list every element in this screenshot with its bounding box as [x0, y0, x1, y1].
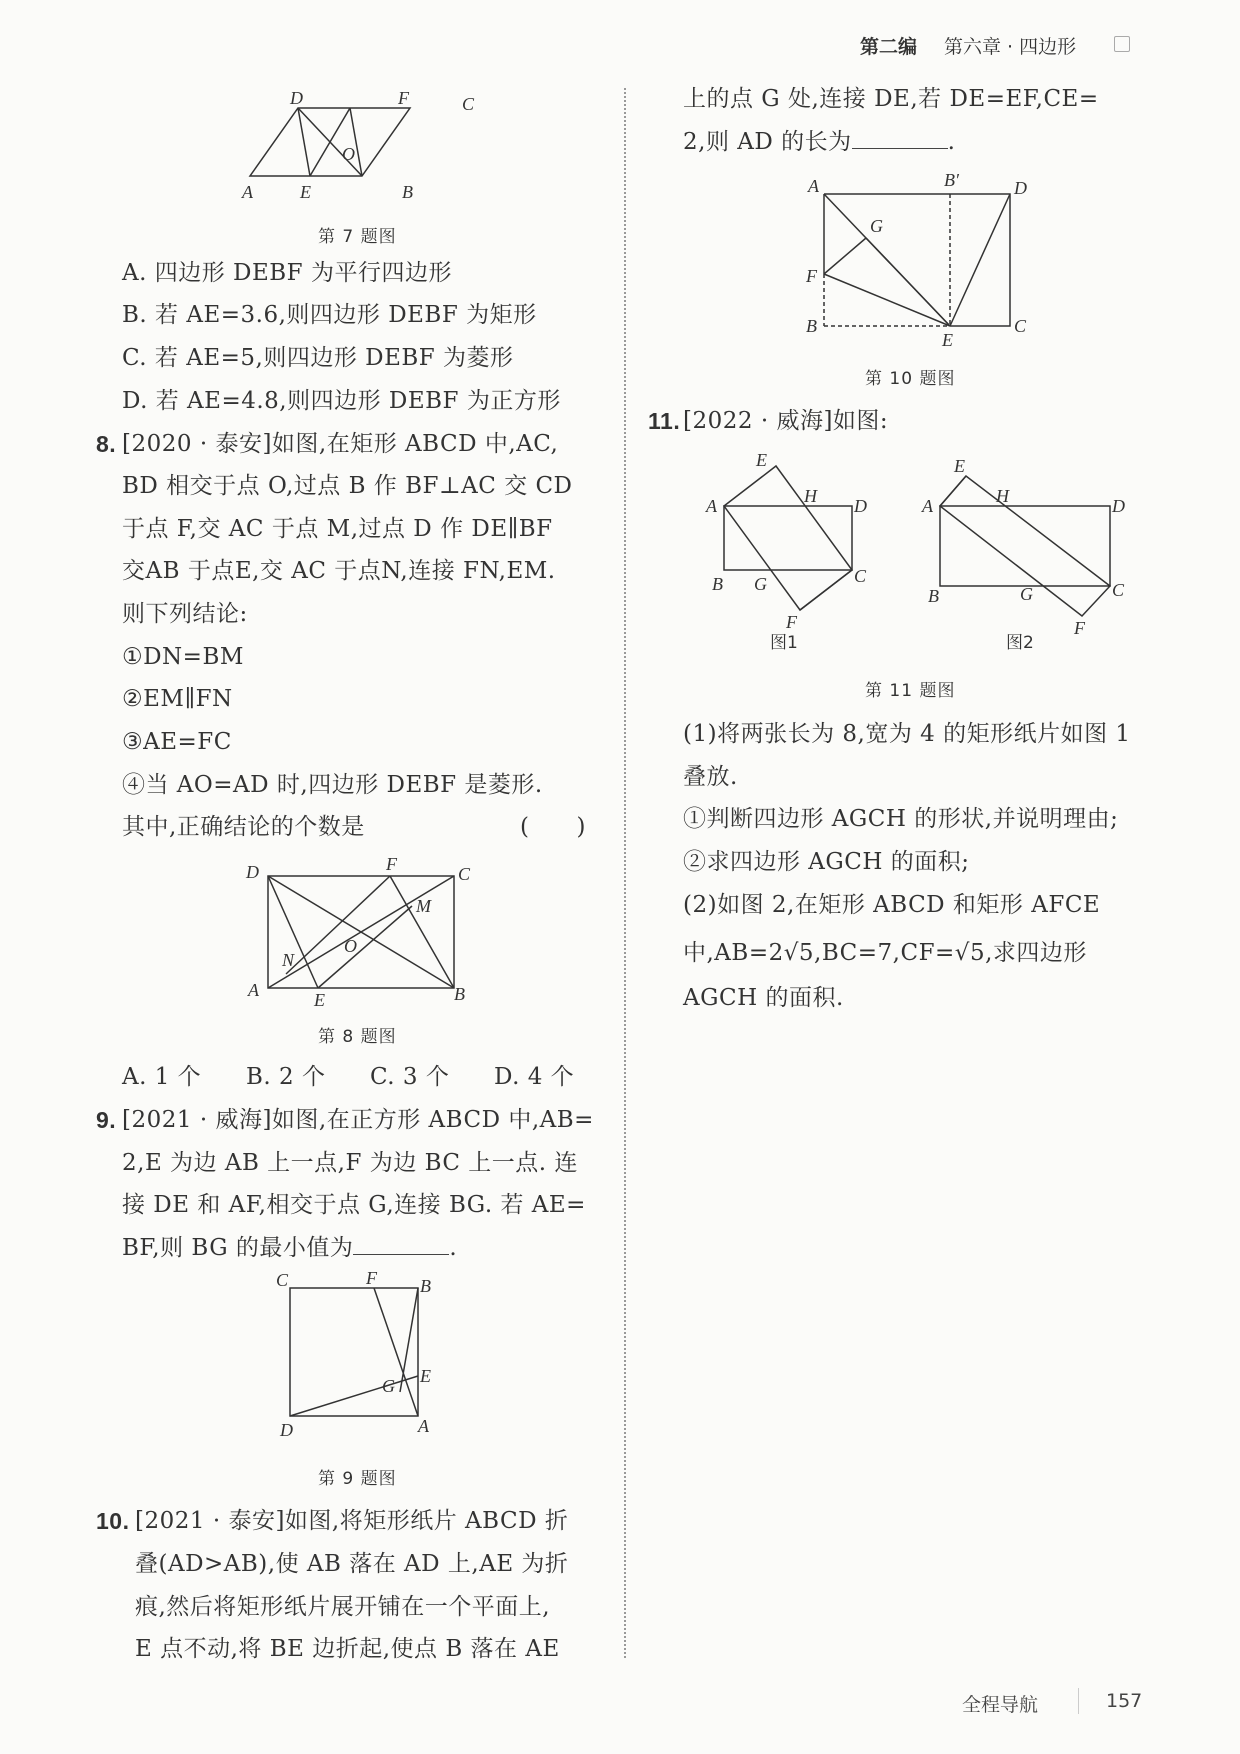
q8-line-3: 于点 F,交 AC 于点 M,过点 D 作 DE∥BF	[122, 516, 553, 542]
q11-f2-label-c: C	[1112, 580, 1125, 600]
q8-label-e: E	[314, 990, 325, 1010]
q11-line-7: AGCH 的面积.	[683, 985, 844, 1011]
q11-f1-label-b: B	[712, 574, 723, 594]
q10-label-a: A	[808, 176, 819, 196]
q8-caption: 第 8 题图	[318, 1027, 397, 1047]
q11-f2-label-h: H	[996, 486, 1009, 506]
q7-label-d: D	[290, 88, 303, 108]
q11-f2-label-a: A	[922, 496, 933, 516]
q7-option-a: A. 四边形 DEBF 为平行四边形	[122, 260, 452, 286]
footer-brand: 全程导航	[962, 1694, 1039, 1716]
q10-number: 10.	[96, 1508, 130, 1534]
q11-line-6: 中,AB=2√5,BC=7,CF=√5,求四边形	[683, 940, 1087, 966]
q7-figure	[230, 86, 490, 206]
q9-line-2: 2,E 为边 AB 上一点,F 为边 BC 上一点. 连	[122, 1150, 578, 1176]
q8-option-c: C. 3 个	[370, 1064, 450, 1090]
q9-label-c: C	[276, 1270, 289, 1290]
q8-line-1: [2020 · 泰安]如图,在矩形 ABCD 中,AC,	[122, 431, 559, 457]
q11-f2-label-b: B	[928, 586, 939, 606]
q8-label-m: M	[416, 896, 431, 916]
q11-line-5: (2)如图 2,在矩形 ABCD 和矩形 AFCE	[683, 892, 1101, 918]
q11-f2-label-d: D	[1112, 496, 1125, 516]
footer-separator	[1078, 1688, 1079, 1714]
q8-line-6: ①DN=BM	[122, 644, 244, 670]
q10-line-2: 叠(AD>AB),使 AB 落在 AD 上,AE 为折	[135, 1551, 569, 1577]
q10-label-f: F	[806, 266, 817, 286]
q10-line-3: 痕,然后将矩形纸片展开铺在一个平面上,	[135, 1594, 551, 1620]
q9-line-1: [2021 · 威海]如图,在正方形 ABCD 中,AB=	[122, 1107, 594, 1133]
q8-line-9: ④当 AO=AD 时,四边形 DEBF 是菱形.	[122, 772, 543, 798]
q11-f1-label-e: E	[756, 450, 767, 470]
q10-line-end: .	[947, 129, 956, 155]
q10-label-bprime: B′	[944, 170, 959, 190]
q11-fig2-label: 图2	[1006, 633, 1034, 653]
q10-line-6-text: 2,则 AD 的长为	[683, 129, 852, 155]
q7-option-d: D. 若 AE=4.8,则四边形 DEBF 为正方形	[122, 388, 561, 414]
q8-option-d: D. 4 个	[494, 1064, 575, 1090]
q10-label-d: D	[1014, 178, 1027, 198]
q7-option-c: C. 若 AE=5,则四边形 DEBF 为菱形	[122, 345, 514, 371]
q11-f1-label-g: G	[754, 574, 767, 594]
q9-line-end: .	[449, 1235, 458, 1261]
q10-label-c: C	[1014, 316, 1027, 336]
q8-label-n: N	[282, 950, 295, 970]
q11-f1-label-h: H	[804, 486, 817, 506]
q9-label-e: E	[420, 1366, 431, 1386]
q11-line-1: (1)将两张长为 8,宽为 4 的矩形纸片如图 1	[683, 721, 1131, 747]
q11-intro: [2022 · 威海]如图:	[683, 408, 889, 434]
q11-fig1-label: 图1	[770, 633, 798, 653]
q9-answer-blank[interactable]	[353, 1228, 449, 1255]
q9-caption: 第 9 题图	[318, 1469, 397, 1489]
q10-label-b: B	[806, 316, 817, 336]
q8-label-d: D	[246, 862, 259, 882]
q8-label-a: A	[248, 980, 259, 1000]
q10-label-g: G	[870, 216, 883, 236]
q11-line-3: ①判断四边形 AGCH 的形状,并说明理由;	[683, 806, 1119, 832]
q11-figure	[700, 446, 1125, 653]
q11-f2-label-g: G	[1020, 584, 1033, 604]
q8-line-5: 则下列结论:	[122, 601, 248, 627]
q7-label-o: O	[342, 144, 355, 164]
q8-label-o: O	[344, 936, 357, 956]
q9-line-4	[122, 1227, 457, 1269]
header-section: 第二编	[860, 36, 918, 58]
q8-figure	[240, 854, 480, 1010]
q8-line-4: 交AB 于点E,交 AC 于点N,连接 FN,EM.	[122, 558, 556, 584]
q10-label-e: E	[942, 330, 953, 350]
q10-answer-blank[interactable]	[852, 122, 948, 149]
q8-option-b: B. 2 个	[246, 1064, 326, 1090]
q11-f1-label-c: C	[854, 566, 867, 586]
q11-caption: 第 11 题图	[865, 681, 956, 701]
q7-option-b: B. 若 AE=3.6,则四边形 DEBF 为矩形	[122, 302, 537, 328]
q7-label-e: E	[300, 182, 311, 202]
column-divider	[624, 88, 626, 1658]
q7-label-f: F	[398, 88, 409, 108]
header-chapter: 第六章 · 四边形	[944, 36, 1077, 58]
q8-label-b: B	[454, 984, 465, 1004]
check-icon	[1114, 36, 1130, 52]
q8-line-8: ③AE=FC	[122, 729, 232, 755]
q11-f1-label-a: A	[706, 496, 717, 516]
q10-line-6	[683, 121, 955, 163]
q9-label-g: G	[382, 1376, 395, 1396]
q8-line-7: ②EM∥FN	[122, 686, 233, 712]
q11-f2-label-f: F	[1074, 618, 1085, 638]
q9-label-a: A	[418, 1416, 429, 1436]
q8-label-c: C	[458, 864, 471, 884]
q9-line-4-text: BF,则 BG 的最小值为	[122, 1235, 354, 1261]
q9-label-f: F	[366, 1268, 377, 1288]
q11-f2-label-e: E	[954, 456, 965, 476]
q8-line-10: 其中,正确结论的个数是	[122, 814, 365, 840]
q9-figure	[270, 1268, 450, 1448]
q10-line-5: 上的点 G 处,连接 DE,若 DE=EF,CE=	[683, 86, 1099, 112]
q7-caption: 第 7 题图	[318, 227, 397, 247]
q10-line-4: E 点不动,将 BE 边折起,使点 B 落在 AE	[135, 1636, 560, 1662]
q8-number: 8.	[96, 431, 117, 457]
q11-line-4: ②求四边形 AGCH 的面积;	[683, 849, 970, 875]
q9-line-3: 接 DE 和 AF,相交于点 G,连接 BG. 若 AE=	[122, 1192, 586, 1218]
q7-label-c: C	[462, 94, 475, 114]
q10-line-1: [2021 · 泰安]如图,将矩形纸片 ABCD 折	[135, 1508, 569, 1534]
q11-f1-label-d: D	[854, 496, 867, 516]
q11-line-2: 叠放.	[683, 764, 738, 790]
q7-label-a: A	[242, 182, 253, 202]
q10-figure	[800, 170, 1040, 350]
q8-option-a: A. 1 个	[122, 1064, 202, 1090]
q8-answer-paren: ( )	[520, 814, 586, 840]
q9-label-d: D	[280, 1420, 293, 1440]
q11-f1-label-f: F	[786, 612, 797, 632]
q11-number: 11.	[648, 408, 681, 434]
footer-page-number: 157	[1106, 1690, 1143, 1712]
q8-line-2: BD 相交于点 O,过点 B 作 BF⊥AC 交 CD	[122, 473, 573, 499]
q8-label-f: F	[386, 854, 397, 874]
q7-label-b: B	[402, 182, 413, 202]
q10-caption: 第 10 题图	[865, 369, 956, 389]
q9-label-b: B	[420, 1276, 431, 1296]
q9-number: 9.	[96, 1107, 117, 1133]
